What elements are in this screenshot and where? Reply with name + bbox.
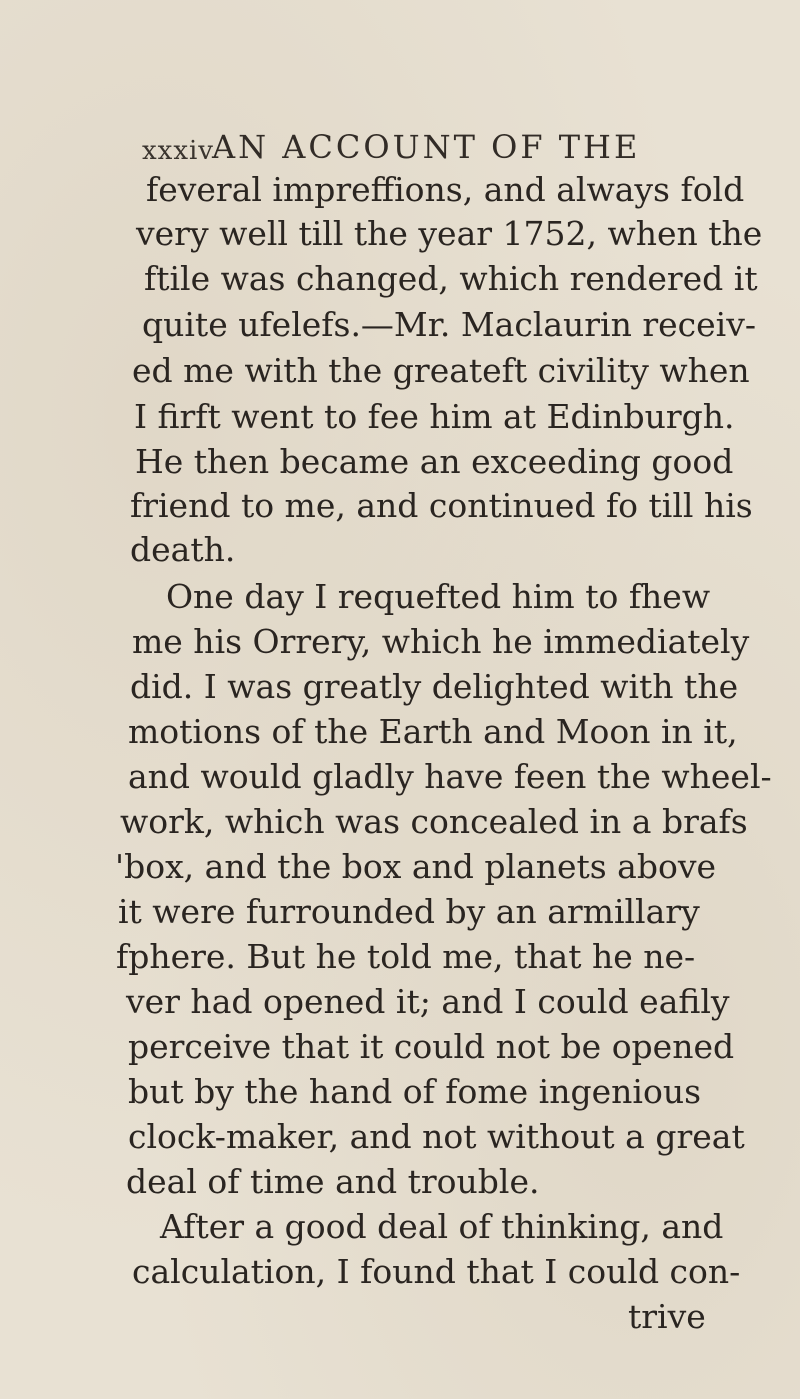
text-line: ver had opened it; and I could eafily (126, 982, 730, 1021)
text-line: did. I was greatly delighted with the (130, 667, 739, 706)
text-line: 'box, and the box and planets above (115, 847, 717, 886)
text-line: I firft went to fee him at Edinburgh. (134, 397, 735, 436)
text-line: trive (628, 1297, 706, 1336)
page-number: xxxiv (142, 136, 214, 166)
text-line: clock-maker, and not without a great (128, 1117, 745, 1156)
text-line: He then became an exceeding good (135, 442, 734, 481)
text-line: feveral impreffions, and always fold (146, 170, 745, 209)
text-line: After a good deal of thinking, and (160, 1207, 724, 1246)
text-line: ed me with the greateft civility when (132, 351, 750, 390)
text-line: friend to me, and continued fo till his (130, 486, 753, 525)
text-line: and would gladly have feen the wheel- (128, 757, 772, 796)
text-line: work, which was concealed in a brafs (120, 802, 748, 841)
page-header (0, 118, 800, 168)
text-line: but by the hand of fome ingenious (128, 1072, 702, 1111)
text-line: deal of time and trouble. (126, 1162, 540, 1201)
text-line: calculation, I found that I could con- (132, 1252, 741, 1291)
text-line: it were furrounded by an armillary (118, 892, 700, 931)
text-line: fphere. But he told me, that he ne- (116, 937, 696, 976)
text-line: me his Orrery, which he immediately (132, 622, 750, 661)
text-line: very well till the year 1752, when the (136, 214, 763, 253)
text-line: perceive that it could not be opened (128, 1027, 735, 1066)
text-line: One day I requefted him to fhew (166, 577, 711, 616)
text-line: death. (130, 530, 236, 569)
running-head: AN ACCOUNT OF THE (212, 128, 641, 166)
text-line: quite ufelefs.—Mr. Maclaurin receiv- (142, 305, 757, 344)
text-line: motions of the Earth and Moon in it, (128, 712, 738, 751)
text-line: ftile was changed, which rendered it (144, 259, 758, 298)
